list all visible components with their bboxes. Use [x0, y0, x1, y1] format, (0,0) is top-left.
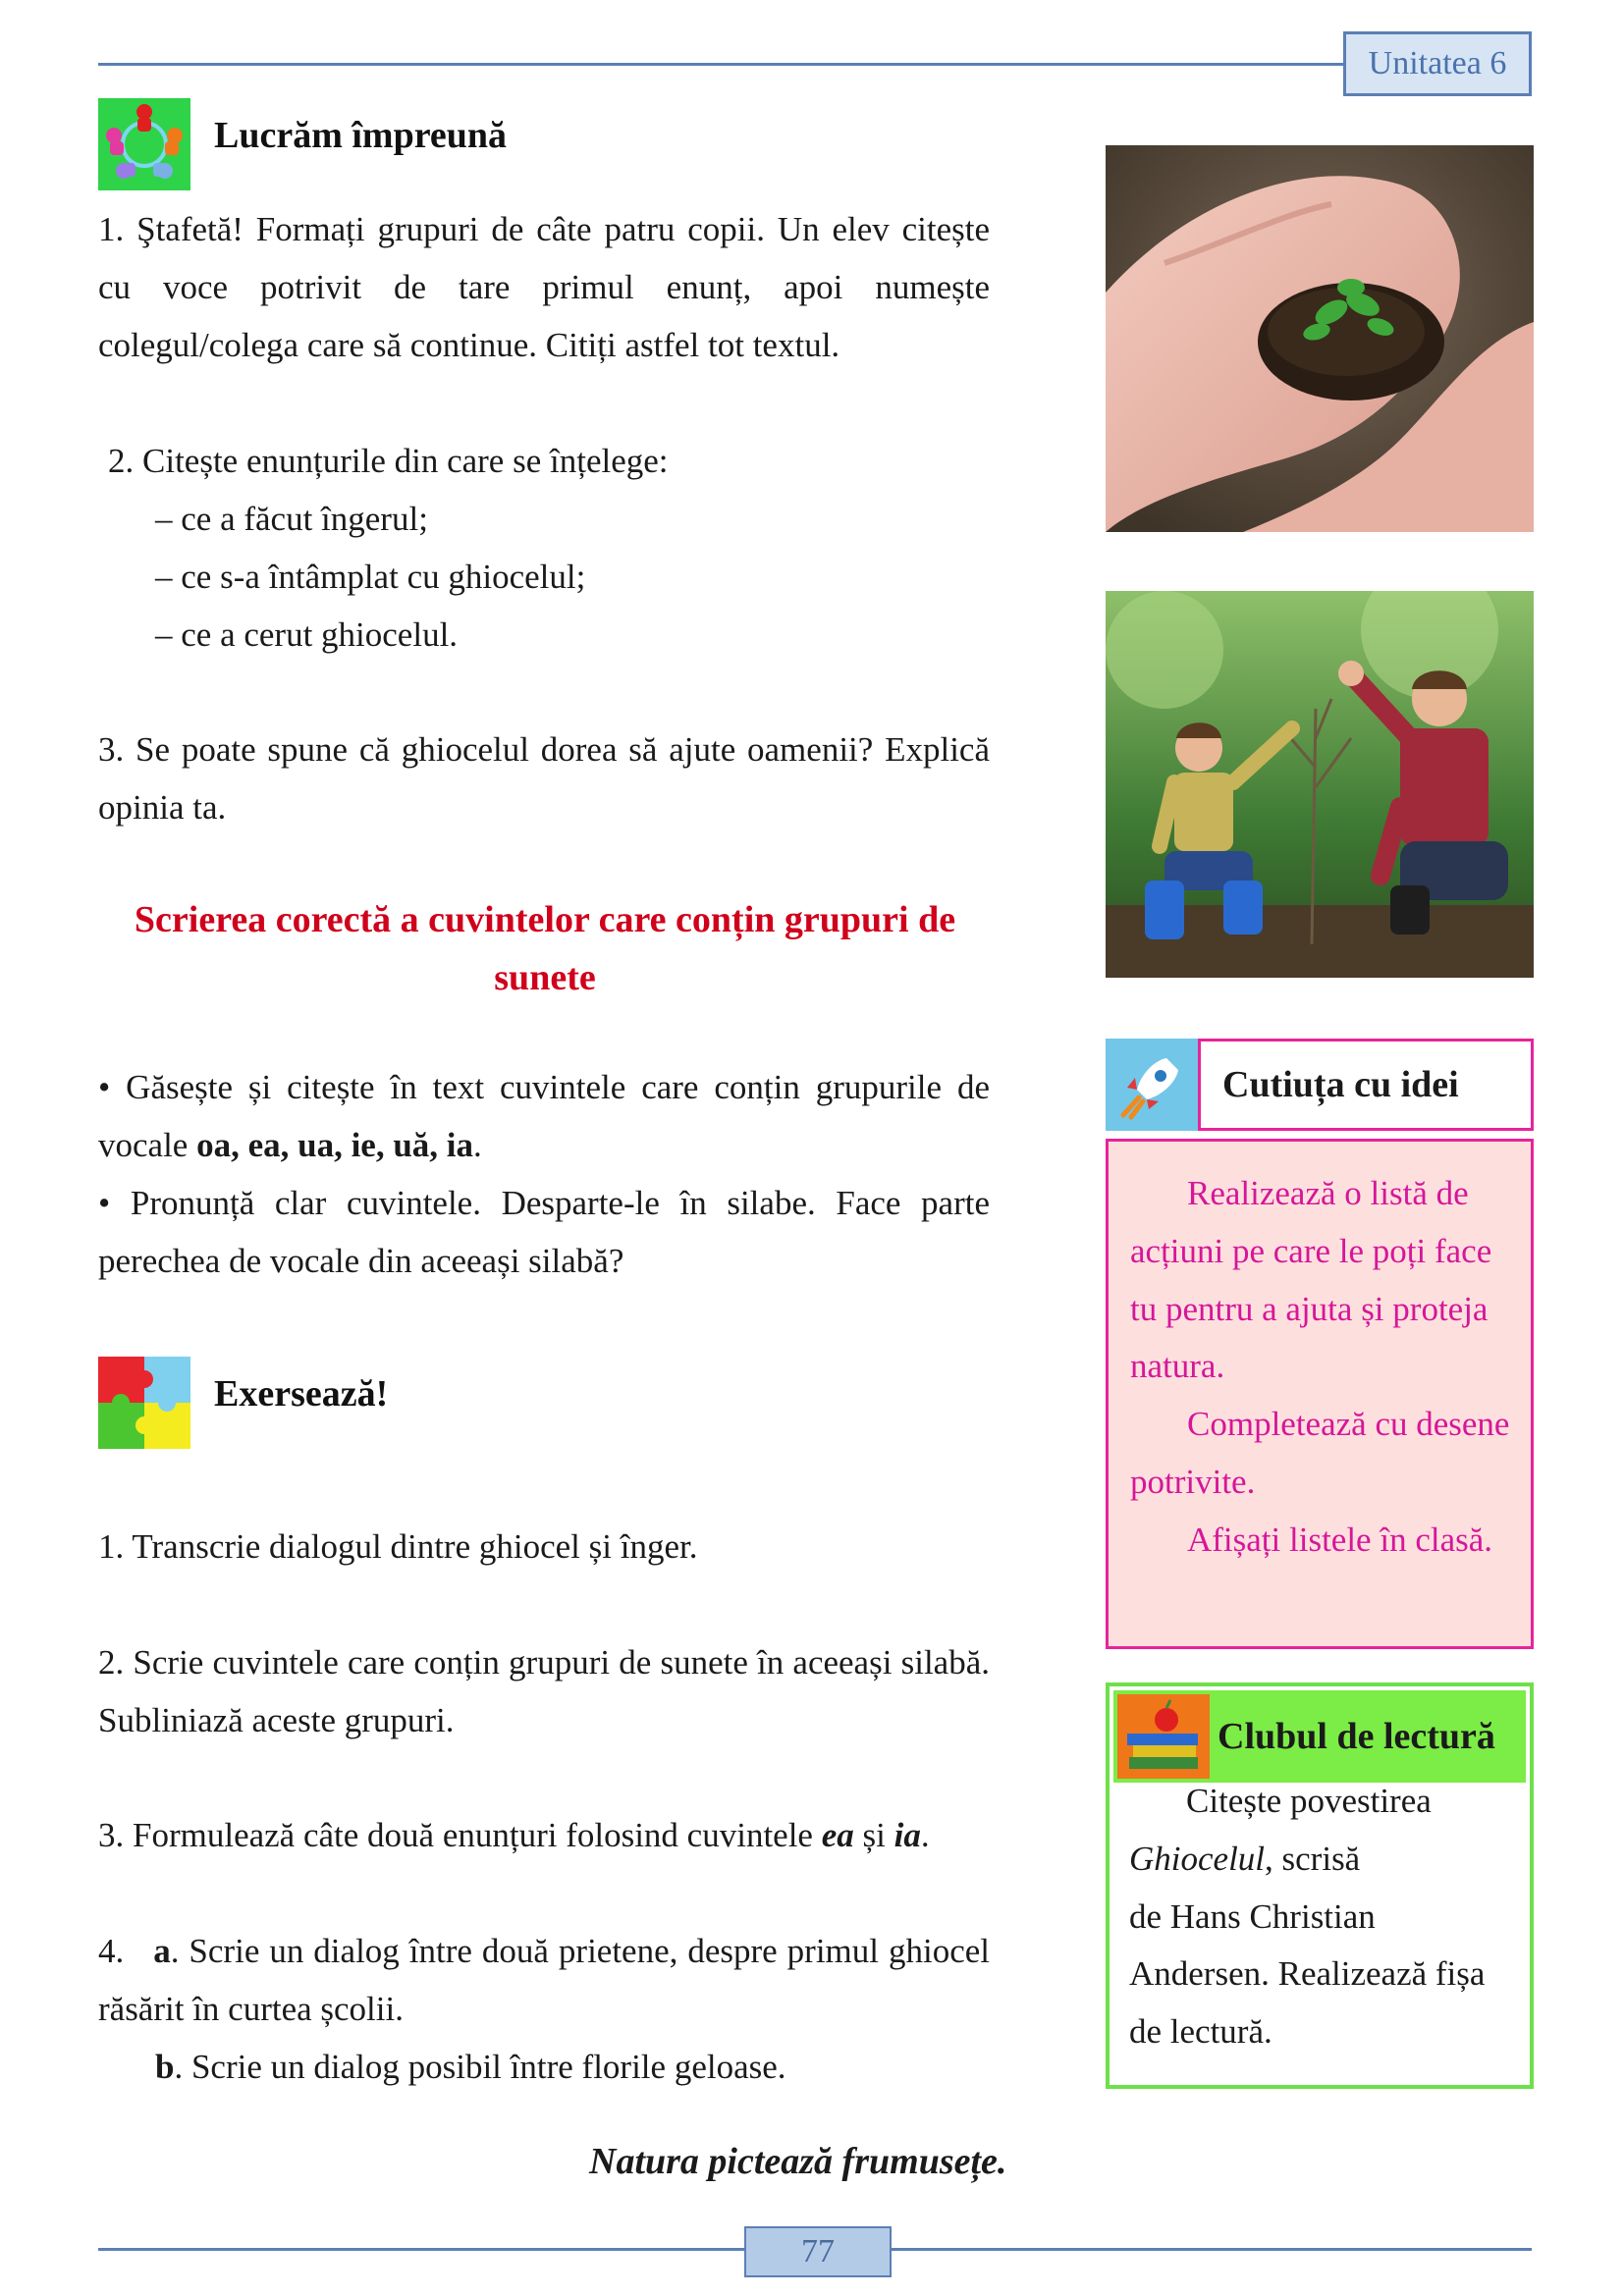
photo-hands-seedling: [1106, 145, 1534, 532]
ideas-box-title: Cutiuța cu idei: [1198, 1039, 1534, 1131]
unit-label: Unitatea 6: [1343, 31, 1532, 96]
exercise-item-4b: b. Scrie un dialog posibil între florile geloase.: [155, 2048, 786, 2086]
reading-club-line-1: Citește povestirea: [1186, 1782, 1432, 1820]
photo-planting-tree: [1106, 591, 1534, 978]
section-title-work: Lucrăm împreună: [214, 115, 508, 156]
books-apple-icon: [1117, 1694, 1210, 1779]
work-item-3: 3. Se poate spune că ghiocelul dorea să ajute oamenii? Explică opinia ta.: [98, 730, 990, 827]
reading-club-body: [1129, 1773, 1522, 2061]
puzzle-icon: [98, 1357, 190, 1449]
exercise-item-4a: 4. a. Scrie un dialog între două prietene, despre primul ghiocel răsărit în curtea școlii.: [98, 1932, 991, 2028]
footer-rule-right: [892, 2248, 1532, 2251]
book-title: Ghiocelul: [1129, 1839, 1266, 1878]
reading-club-line-3: de Hans Christian Andersen. Realizează fișa de lectură.: [1129, 1896, 1486, 2052]
ideas-box-body: [1106, 1139, 1534, 1649]
page-number: 77: [744, 2226, 892, 2277]
section-title-exercise: Exersează!: [214, 1373, 389, 1415]
work-item-2-bullet-1: – ce a făcut îngerul;: [155, 500, 428, 538]
footer-rule-left: [98, 2248, 744, 2251]
work-item-2-intro: 2. Citește enunțurile din care se înțelege:: [108, 442, 669, 480]
exercise-item-2: 2. Scrie cuvintele care conțin grupuri de sunete în aceeași silabă. Subliniază aceste grupuri.: [98, 1643, 990, 1739]
work-item-1: 1. Ştafetă! Formați grupuri de câte patru copii. Un elev citește cu voce potrivit de tare primul enunț, apoi numește colegul/colega care să continue. Citiți astfel tot textul.: [98, 210, 990, 364]
header-rule: [98, 63, 1343, 66]
group-work-icon: [98, 98, 190, 190]
spelling-bullet-2: • Pronunță clar cuvintele. Desparte-le în silabe. Face parte perechea de vocale din aceeași silabă?: [98, 1184, 990, 1280]
ideas-paragraph-3: Afișați listele în clasă.: [1187, 1520, 1493, 1559]
spelling-title: Scrierea corectă a cuvintelor care conțin grupuri de sunete: [134, 899, 956, 998]
work-item-2-bullet-3: – ce a cerut ghiocelul.: [155, 615, 459, 654]
exercise-item-1: 1. Transcrie dialogul dintre ghiocel și înger.: [98, 1527, 698, 1566]
reading-club-title: Clubul de lectură: [1218, 1716, 1495, 1757]
reading-club-line-2: Ghiocelul, scrisă: [1129, 1839, 1361, 1878]
work-item-2-bullet-2: – ce s-a întâmplat cu ghiocelul;: [155, 558, 586, 596]
ideas-paragraph-2: Completează cu desene potrivite.: [1130, 1405, 1510, 1501]
exercise-item-3: 3. Formulează câte două enunțuri folosind cuvintele ea și ia.: [98, 1816, 930, 1854]
ideas-paragraph-1: Realizează o listă de acțiuni pe care le poți face tu pentru a ajuta și proteja natura.: [1130, 1174, 1492, 1386]
vowel-groups: oa, ea, ua, ie, uă, ia: [196, 1126, 474, 1164]
rocket-icon: [1106, 1039, 1198, 1131]
spelling-bullet-1: • Găsește și citește în text cuvintele care conțin grupurile de vocale oa, ea, ua, ie, uă, ia.: [98, 1068, 990, 1164]
closing-line: Natura pictează frumusețe.: [589, 2141, 1007, 2182]
